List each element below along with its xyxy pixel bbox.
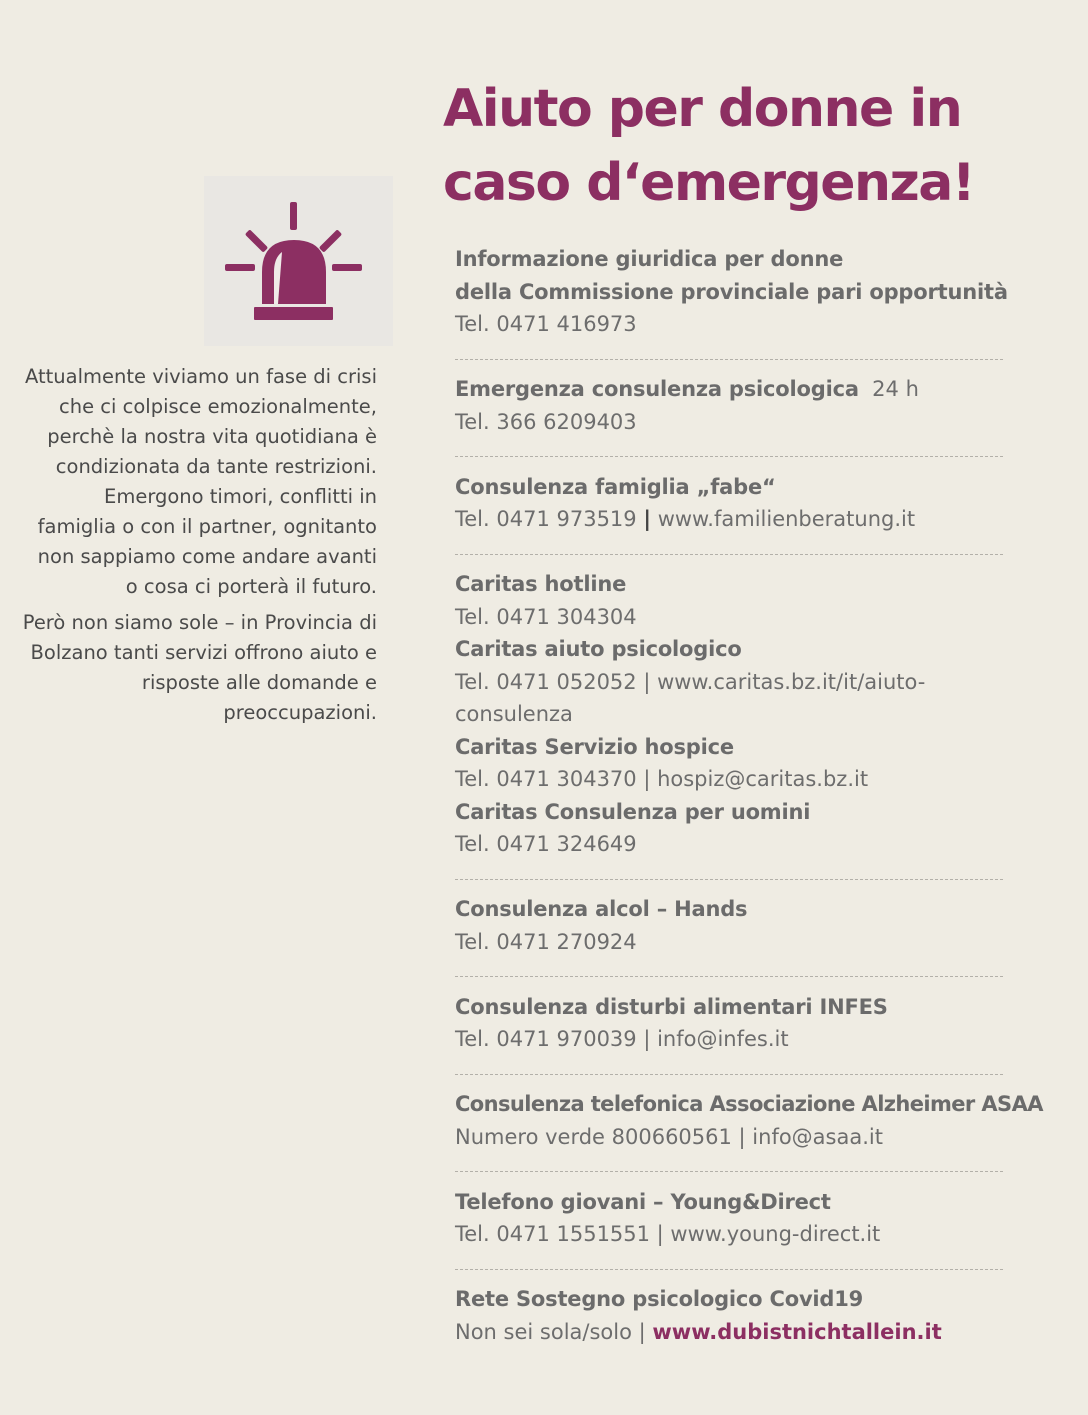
contact-name: Informazione giuridica per donne [455, 247, 844, 271]
page-title [443, 72, 1083, 220]
contact-phone: Tel. 0471 304304 [455, 604, 637, 629]
contact-detail-cont[interactable]: consulenza [455, 702, 573, 726]
contact-name: Consulenza telefonica Associazione Alzheimer ASAA [455, 1092, 1043, 1116]
contact-phone: Tel. 0471 270924 [455, 929, 637, 954]
siren-icon-box [204, 176, 393, 346]
intro-paragraph-1: Attualmente viviamo un fase di crisi che ci colpisce emozionalmente, perchè la nostra vita quotidiana è condizionata da tante restrizioni. Emergono timori, conflitti in famiglia o con il partner, ognitanto non sappiamo come andare avanti o cosa ci porterà il futuro. [24, 365, 377, 598]
dashed-divider [455, 1056, 1003, 1089]
dashed-divider [455, 861, 1003, 894]
intro-paragraph-2: Però non siamo sole – in Provincia di Bolzano tanti servizi offrono aiuto e risposte alle domande e preoccupazioni. [22, 611, 377, 724]
contact-name-cont: della Commissione provinciale pari opportunità [455, 279, 1008, 304]
dashed-divider [455, 958, 1003, 991]
contact-name: Consulenza alcol – Hands [455, 897, 748, 921]
contact-name: Caritas hotline [455, 572, 627, 596]
contact-covid [455, 1283, 1055, 1348]
contact-detail[interactable]: Numero verde 800660561 | info@asaa.it [455, 1124, 883, 1149]
contact-giuridica [455, 243, 1055, 341]
separator: | [643, 507, 652, 531]
contact-phone: Tel. 0471 416973 [455, 312, 637, 336]
contact-name: Caritas Consulenza per uomini [455, 799, 811, 824]
dashed-divider [455, 536, 1003, 569]
contact-name: Caritas Servizio hospice [455, 734, 734, 759]
contact-caritas-uomini [455, 796, 1055, 861]
contact-phone: Tel. 0471 973519 [455, 507, 637, 531]
contact-caritas-psico [455, 633, 1055, 731]
dashed-divider [455, 1153, 1003, 1186]
contact-fabe [455, 471, 1055, 536]
contact-detail[interactable]: Tel. 0471 304370 | hospiz@caritas.bz.it [455, 767, 869, 791]
contact-caritas-hotline [455, 568, 1055, 633]
dashed-divider [455, 1251, 1003, 1284]
contact-detail[interactable]: Tel. 0471 1551551 | www.young-direct.it [455, 1222, 881, 1246]
contact-infes [455, 991, 1055, 1056]
contact-psicologica [455, 373, 1055, 438]
contact-name: Caritas aiuto psicologico [455, 637, 742, 661]
siren-icon [204, 176, 393, 346]
intro-text [20, 362, 377, 734]
contact-caritas-hospice [455, 731, 1055, 796]
contact-hours: 24 h [872, 377, 919, 401]
contact-website[interactable]: www.familienberatung.it [657, 507, 916, 531]
dashed-divider [455, 341, 1003, 374]
contact-text: Non sei sola/solo | [455, 1319, 646, 1344]
title-line-1: Aiuto per donne in [443, 79, 962, 139]
contact-name: Emergenza consulenza psicologica [455, 377, 859, 401]
contact-detail[interactable]: Tel. 0471 052052 | www.caritas.bz.it/it/aiuto- [455, 669, 926, 694]
contact-detail[interactable]: Tel. 0471 970039 | info@infes.it [455, 1027, 789, 1051]
title-line-2: caso d‘emergenza! [443, 153, 975, 213]
contact-alcol [455, 893, 1055, 958]
contact-phone: Tel. 366 6209403 [455, 409, 637, 434]
contact-list [455, 243, 1055, 1348]
covid-website-link[interactable]: www.dubistnichtallein.it [652, 1319, 942, 1344]
contact-name: Telefono giovani – Young&Direct [455, 1189, 831, 1214]
contact-name: Rete Sostegno psicologico Covid19 [455, 1287, 864, 1311]
contact-name: Consulenza famiglia „fabe“ [455, 474, 776, 499]
contact-name: Consulenza disturbi alimentari INFES [455, 994, 888, 1019]
contact-alzheimer [455, 1088, 1055, 1153]
contact-giovani [455, 1186, 1055, 1251]
contact-phone: Tel. 0471 324649 [455, 832, 637, 856]
dashed-divider [455, 438, 1003, 471]
